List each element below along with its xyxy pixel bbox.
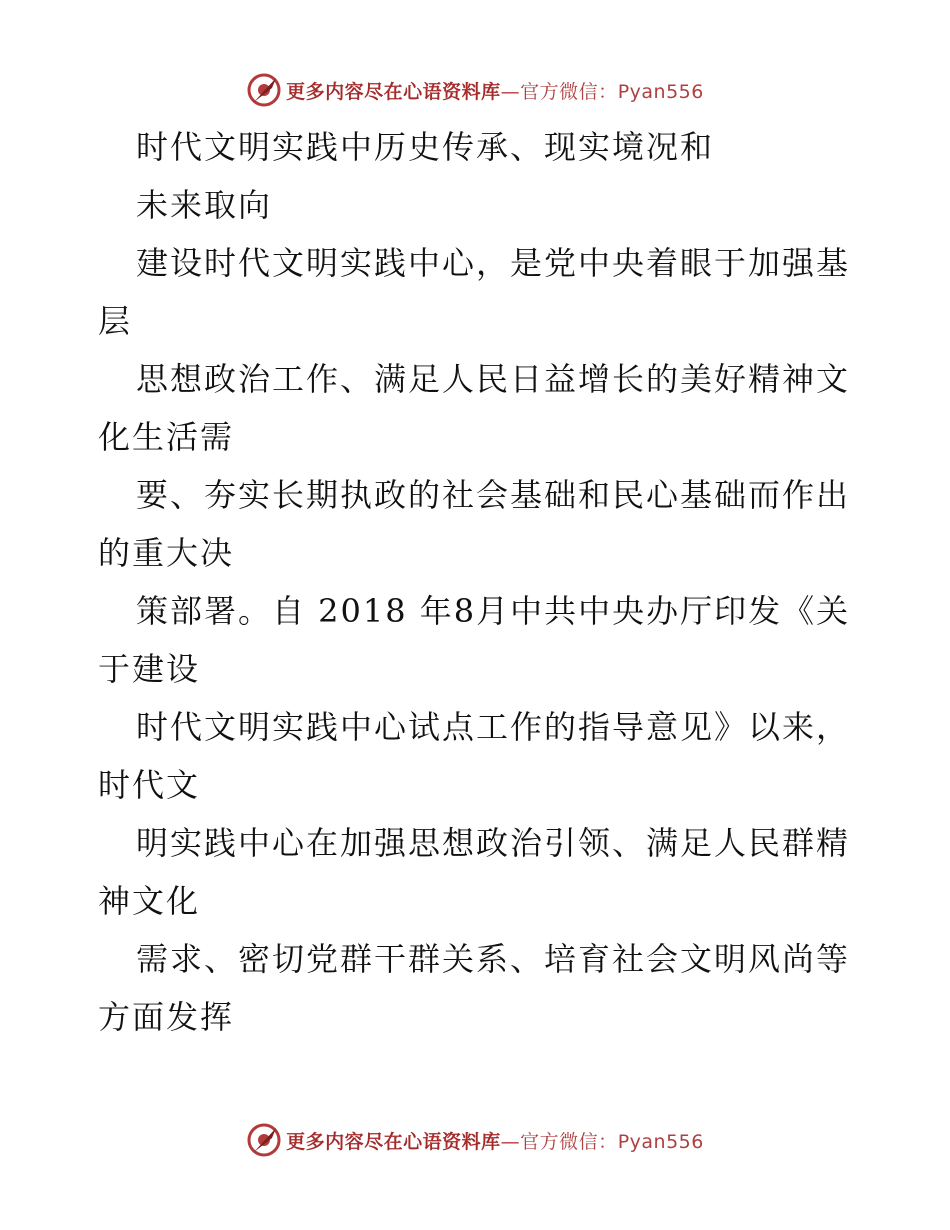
doc-line: 化生活需 (98, 418, 235, 456)
doc-line: 时代文明实践中心试点工作的指导意见》以来， (136, 708, 851, 746)
doc-line: 方面发挥 (98, 998, 235, 1036)
doc-line: 神文化 (98, 882, 201, 920)
footer-banner (0, 1120, 950, 1160)
doc-line: 建设时代文明实践中心，是党中央着眼于加强基 (136, 244, 851, 282)
doc-line: 未来取向 (136, 186, 273, 224)
banner-main: 更多内容尽在心语资料库 (286, 80, 501, 103)
banner-text (286, 77, 704, 104)
quill-pen-logo-icon (246, 72, 282, 108)
doc-line: 需求、密切党群干群关系、培育社会文明风尚等 (136, 940, 851, 978)
doc-line: 层 (98, 302, 133, 340)
banner-wechat-label: 官方微信： (520, 1130, 618, 1153)
banner-main: 更多内容尽在心语资料库 (286, 1130, 501, 1153)
header-banner (0, 70, 950, 110)
doc-line: 时代文明实践中历史传承、现实境况和 (136, 128, 715, 166)
doc-line: 于建设 (98, 650, 201, 688)
banner-wechat-id: Pyan556 (617, 80, 704, 103)
document-body (98, 118, 858, 1046)
doc-line: 时代文 (98, 766, 201, 804)
banner-dash: — (500, 1130, 521, 1153)
banner-text (286, 1127, 704, 1154)
doc-line: 思想政治工作、满足人民日益增长的美好精神文 (136, 360, 851, 398)
doc-line: 明实践中心在加强思想政治引领、满足人民群精 (136, 824, 851, 862)
doc-line: 策部署。自 2018 年8月中共中央办厅印发《关 (136, 592, 851, 630)
banner-wechat-id: Pyan556 (617, 1130, 704, 1153)
banner-wechat-label: 官方微信： (520, 80, 618, 103)
doc-line: 的重大决 (98, 534, 235, 572)
banner-dash: — (500, 80, 521, 103)
doc-line: 要、夯实长期执政的社会基础和民心基础而作出 (136, 476, 851, 514)
quill-pen-logo-icon (246, 1122, 282, 1158)
